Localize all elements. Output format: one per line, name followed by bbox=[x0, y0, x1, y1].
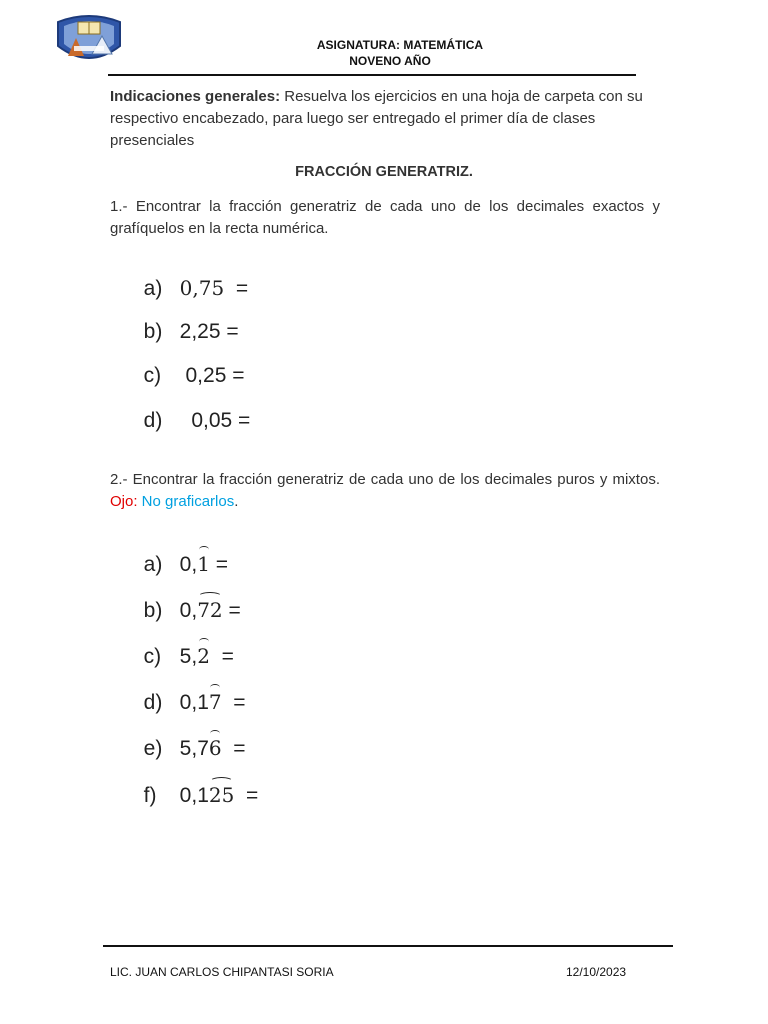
item-equals: = bbox=[220, 320, 239, 343]
repeating-digits: 6 bbox=[208, 736, 222, 760]
item-integer: 0, bbox=[179, 784, 198, 807]
item-value: 0,75 bbox=[179, 276, 225, 300]
repeating-digits: 25 bbox=[208, 783, 235, 807]
subject-heading: ASIGNATURA: MATEMÁTICA bbox=[316, 38, 484, 52]
item-label: b) bbox=[143, 599, 163, 622]
item-label: b) bbox=[143, 320, 163, 343]
item-fixed: 1 bbox=[197, 784, 209, 807]
item-integer: 0, bbox=[179, 691, 198, 714]
q1-item-b bbox=[132, 296, 239, 344]
item-fixed: 7 bbox=[197, 737, 209, 760]
footer-date: 12/10/2023 bbox=[566, 965, 627, 979]
general-instructions bbox=[110, 86, 660, 152]
section-title: FRACCIÓN GENERATRIZ. bbox=[295, 164, 473, 180]
item-label: a) bbox=[143, 277, 163, 300]
item-value: 2,25 bbox=[179, 320, 221, 343]
question-1-text: 1.- Encontrar la fracción generatriz de cada uno de los decimales exactos y grafíquelos en la recta numérica. bbox=[110, 198, 660, 237]
question-2-text bbox=[110, 469, 660, 513]
item-equals: = bbox=[234, 784, 259, 807]
item-integer: 5, bbox=[179, 737, 198, 760]
q2-item-c bbox=[132, 620, 234, 669]
item-equals: = bbox=[209, 645, 234, 668]
item-equals: = bbox=[226, 364, 245, 387]
item-value: 0,25 bbox=[179, 364, 227, 387]
repeating-digits: 72 bbox=[197, 598, 223, 622]
item-label: d) bbox=[143, 409, 163, 432]
q2-item-b bbox=[132, 574, 241, 623]
grade-heading: NOVENO AÑO bbox=[349, 54, 431, 68]
repeating-digits: 2 bbox=[197, 644, 210, 668]
repeating-digits: 1 bbox=[197, 552, 210, 576]
q2-item-a bbox=[132, 528, 228, 577]
item-label: a) bbox=[143, 553, 163, 576]
repeating-digits: 7 bbox=[208, 690, 222, 714]
item-label: d) bbox=[143, 691, 163, 714]
warning-label: Ojo: bbox=[110, 493, 138, 510]
q2-item-f bbox=[132, 759, 258, 808]
item-label: c) bbox=[143, 364, 162, 387]
q2-item-d bbox=[132, 666, 246, 715]
q1-item-c bbox=[132, 340, 245, 388]
header-divider bbox=[108, 74, 636, 76]
no-graph-note: No graficarlos bbox=[137, 493, 235, 510]
item-integer: 0, bbox=[179, 599, 198, 622]
instructions-label: Indicaciones generales: bbox=[110, 88, 281, 105]
q2-item-e bbox=[132, 712, 246, 761]
footer-author: LIC. JUAN CARLOS CHIPANTASI SORIA bbox=[110, 965, 334, 979]
item-value: 0,05 bbox=[179, 409, 233, 432]
item-equals: = bbox=[209, 553, 229, 576]
item-integer: 5, bbox=[179, 645, 198, 668]
school-logo bbox=[54, 12, 124, 68]
question-2-prompt: 2.- Encontrar la fracción generatriz de cada uno de los decimales puros y mixtos. bbox=[110, 471, 660, 488]
item-equals: = bbox=[224, 277, 249, 300]
school-shield-logo-icon bbox=[54, 12, 124, 68]
item-label: e) bbox=[143, 737, 163, 760]
item-equals: = bbox=[222, 599, 241, 622]
item-label: c) bbox=[143, 645, 162, 668]
instructions-text: Resuelva los ejercicios en una hoja de carpeta con su respectivo encabezado, para luego ser entregado el primer día de clases presenciales bbox=[110, 88, 643, 149]
item-fixed: 1 bbox=[197, 691, 209, 714]
item-label: f) bbox=[143, 784, 157, 807]
item-equals: = bbox=[232, 409, 251, 432]
item-equals: = bbox=[221, 737, 246, 760]
question-2-end: . bbox=[234, 493, 239, 510]
item-equals: = bbox=[221, 691, 246, 714]
q1-item-a bbox=[132, 252, 248, 301]
footer-divider bbox=[103, 945, 673, 947]
item-integer: 0, bbox=[179, 553, 198, 576]
q1-item-d bbox=[132, 385, 250, 433]
